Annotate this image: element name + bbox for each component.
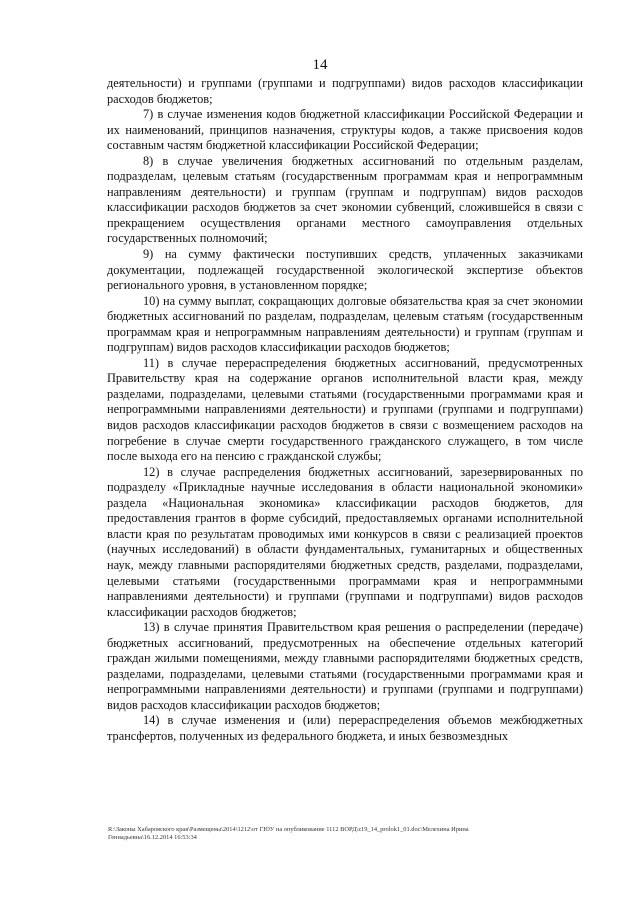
paragraph-item-10: 10) на сумму выплат, сокращающих долговые обязательства края за счет экономии бюджетных ассигнований по разделам, подразделам, целевым статьям (государственным программам края и непрограммным направлениям деятельности) и группам (группам и подгруппам) видов расходов классификации расходов бюджетов; (107, 293, 583, 355)
paragraph-item-14: 14) в случае изменения и (или) перераспределения объемов межбюджетных трансфертов, полученных из федерального бюджета, и иных безвозмездных (107, 713, 583, 743)
file-path-footer (108, 826, 584, 842)
paragraph-item-12: 12) в случае распределения бюджетных ассигнований, зарезервированных по подразделу «Прикладные научные исследования в области национальной экономики» раздела «Национальная экономика» классификации расходов бюджетов, для предоставления грантов в форме субсидий, предоставляемых органами исполнительной власти края по результатам проводимых ими конкурсов в связи с реализацией проектов (научных исследований) в области фундаментальных, гуманитарных и общественных наук, между главными распорядителями бюджетных средств, разделами, подразделами, целевыми статьями (государственными программами края и непрограммными направлениями деятельности) и группами (группами и подгруппами) видов расходов классификации расходов бюджетов; (107, 464, 583, 619)
paragraph-continuation: деятельности) и группами (группами и подгруппами) видов расходов классификации расходов бюджетов; (107, 76, 583, 106)
document-body (107, 76, 583, 745)
paragraph-item-13: 13) в случае принятия Правительством края решения о распределении (передаче) бюджетных ассигнований, предусмотренных на обеспечение отдельных категорий граждан жилыми помещениями, между главными распорядителями бюджетных средств, разделами, подразделами, целевыми статьями (государственными программами края и непрограммными направлениями деятельности) и группами (группами и подгруппами) видов расходов классификации расходов бюджетов; (107, 620, 583, 712)
footer-line-1: R:\Законы Хабаровского края\Размещены\2014\1212\от ГЮУ на опубликование 1112 ВОРД\z19_14_prolok1_01.doc\Мелехина Ирина (108, 826, 469, 833)
paragraph-item-8: 8) в случае увеличения бюджетных ассигнований по отдельным разделам, подразделам, целевым статьям (государственным программам края и непрограммным направлениям деятельности) и группам (группам и подгруппам) видов расходов классификации расходов бюджетов за счет экономии субвенций, сложившейся в связи с прекращением осуществления органами местного самоуправления отдельных государственных полномочий; (107, 153, 583, 246)
page-number: 14 (312, 57, 328, 73)
paragraph-item-11: 11) в случае перераспределения бюджетных ассигнований, предусмотренных Правительству края на содержание органов исполнительной власти края, между разделами, подразделами, целевыми статьями (государственными программами края и непрограммными направлениями деятельности) и группами (группами и подгруппами) видов расходов классификации расходов бюджетов в связи с возмещением расходов на погребение в случае смерти государственного гражданского служащего, в том числе после выхода его на пенсию с гражданской службы; (107, 355, 583, 464)
paragraph-item-9: 9) на сумму фактически поступивших средств, уплаченных заказчиками документации, подлежащей государственной экологической экспертизе объектов регионального уровня, в установленном порядке; (107, 247, 583, 293)
footer-line-2: Геннадьевна\16.12.2014 16:53:34 (108, 834, 197, 841)
paragraph-item-7: 7) в случае изменения кодов бюджетной классификации Российской Федерации и их наименований, принципов назначения, структуры кодов, а также присвоения кодов составным частям бюджетной классификации Российской Федерации; (107, 107, 583, 153)
